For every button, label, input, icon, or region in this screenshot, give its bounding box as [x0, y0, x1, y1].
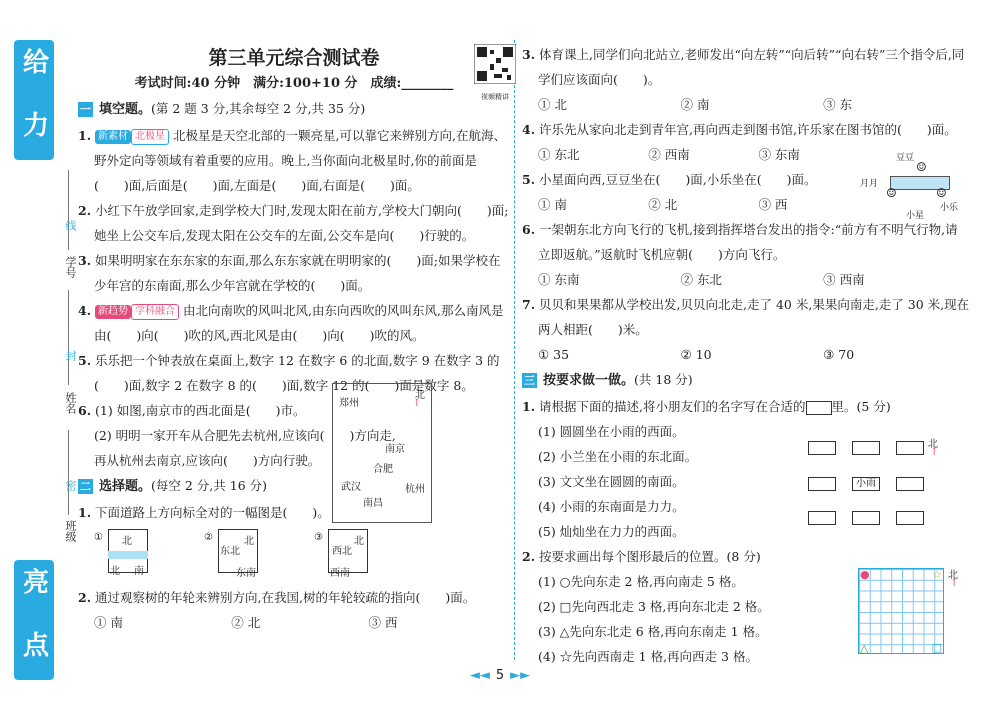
option[interactable]: ① 北 — [538, 97, 567, 112]
person-icon: ☺ — [916, 160, 927, 174]
option-sign-1[interactable]: ① 北 北 南 — [94, 529, 146, 581]
question-text: 乐乐把一个钟表放在桌面上,数字 12 在数字 6 的北面,数字 9 在数字 3 的( )面,数字 2 在数字 8 的( )面,数字 12 的( )面是数字 8。 — [94, 353, 500, 393]
seating-descriptions: (1) 圆圆坐在小雨的西面。 (2) 小兰坐在小雨的东北面。 (3) 文文坐在圆圆的南面。 (4) 小雨的东南面是力力。 (5) 灿灿坐在力力的西面。 — [538, 424, 698, 539]
north-arrow-icon: ↑ — [930, 447, 939, 458]
city-label: 合肥 — [373, 464, 393, 475]
star-shape-icon: ☆ — [932, 568, 942, 581]
question-2: 2. 小红下午放学回家,走到学校大门时,发现太阳在前方,学校大门朝向( )面;她坐上公交车后,发现太阳在公交车的左面,公交车是向( )行驶的。 — [78, 203, 509, 243]
field-name: 姓名 — [64, 392, 77, 414]
choice-question-1: 1. 下面道路上方向标全对的一幅图是( )。 — [78, 505, 330, 520]
option[interactable]: ① 35 — [538, 347, 570, 362]
question-text: 下面道路上方向标全对的一幅图是( )。 — [95, 505, 330, 520]
option[interactable]: ① 南 — [94, 615, 123, 630]
city-label: 南昌 — [363, 498, 383, 509]
section-number: 一 — [80, 103, 91, 116]
option[interactable]: ② 西南 — [648, 147, 690, 162]
direction-sign-options — [94, 529, 510, 581]
choice-question-4: 4. 许乐先从家向北走到青年宫,再向西走到图书馆,许乐家在图书馆的( )面。 — [522, 122, 957, 137]
person-icon: ☺ — [886, 186, 897, 200]
option[interactable]: ② 北 — [648, 197, 678, 212]
option[interactable]: ① 东北 — [538, 147, 580, 162]
answer-box[interactable] — [852, 441, 880, 455]
tag-new-material: 新素材 — [95, 130, 131, 144]
question-text: 如果明明家在东东家的东面,那么东东家就在明明家的( )面;如果学校在少年宫的东南面,那么少年宫就在学校的( )面。 — [94, 253, 501, 293]
question-text: 一架朝东北方向飞行的飞机,接到指挥塔台发出的指令:“前方有不明气行物,请立即返航。”返航时飞机应朝( )方向飞行。 — [538, 222, 958, 262]
section-number: 二 — [80, 480, 91, 493]
sidebar-banner-bottom: 亮 点 — [14, 560, 54, 680]
north-label: 北 — [948, 570, 958, 581]
question-text: 由北向南吹的风叫北风,由东向西吹的风叫东风,那么南风是由( )向( )吹的风,西北风是由( )向( )吹的风。 — [94, 303, 504, 343]
north-arrow-icon: ↑ — [950, 578, 959, 589]
answer-box-sample — [806, 401, 832, 415]
north-label: 北 — [928, 439, 938, 450]
option-sign-2[interactable]: ② 北 东北 东南 — [204, 529, 256, 581]
question-5: 5. 乐乐把一个钟表放在桌面上,数字 12 在数字 6 的北面,数字 9 在数字 3 的( )面,数字 2 在数字 8 的( )面,数字 12 的( )面是数字 8。 — [78, 353, 500, 393]
answer-box[interactable] — [852, 511, 880, 525]
answer-box[interactable] — [808, 441, 836, 455]
option[interactable]: ③ 西 — [758, 197, 788, 212]
tag-interdisciplinary: 学科融合 — [131, 304, 179, 320]
choice-question-2: 2. 通过观察树的年轮来辨别方向,在我国,树的年轮较疏的指向( )面。 — [78, 590, 476, 605]
question-3: 3. 如果明明家在东东家的东面,那么东东家就在明明家的( )面;如果学校在少年宫的东南面,那么少年宫就在学校的( )面。 — [78, 253, 501, 293]
question-part-2: (2) 明明一家开车从合肥先去杭州,应该向( )方向走,再从杭州去南京,应该向( )方向行驶。 — [94, 428, 396, 468]
section-note: (每空 2 分,共 16 分) — [151, 478, 267, 493]
answer-box[interactable] — [896, 477, 924, 491]
option[interactable]: ③ 东南 — [758, 147, 800, 162]
section-number: 三 — [524, 374, 535, 387]
city-label: 南京 — [385, 444, 405, 455]
choice-question-3: 3. 体育课上,同学们向北站立,老师发出“向左转”“向后转”“向右转”三个指令后,同学们应该面向( )。 — [522, 47, 965, 87]
column-divider — [514, 40, 515, 660]
choice-question-5: 5. 小星面向西,豆豆坐在( )面,小乐坐在( )面。 — [522, 172, 817, 187]
field-student-id: 学号 — [64, 256, 77, 278]
option[interactable]: ② 10 — [680, 347, 712, 362]
sidebar-banner-top: 给 力 — [14, 40, 54, 160]
person-icon: ☺ — [936, 186, 947, 200]
qr-code[interactable] — [474, 44, 516, 101]
city-label: 杭州 — [405, 484, 425, 495]
choice-options — [522, 192, 872, 217]
option-sign-3[interactable]: ③ 北 西北 西南 — [314, 529, 366, 581]
section-practice — [522, 367, 970, 394]
question-text: 通过观察树的年轮来辨别方向,在我国,树的年轮较疏的指向( )面。 — [95, 590, 476, 605]
page-footer — [0, 668, 1000, 683]
option[interactable]: ③ 70 — [823, 347, 855, 362]
north-arrow-icon: ↑ — [412, 398, 421, 409]
practice-question-2: 2. 按要求画出每个图形最后的位置。(8 分) — [522, 549, 761, 564]
question-text: 北极星是天空北部的一颗亮星,可以靠它来辨别方向,在航海、野外定向等领域有着重要的应用。晚上,当你面向北极星时,你的前面是( )面,后面是( )面,左面是( )面,右面是( )面。 — [94, 128, 506, 193]
next-page-icon[interactable]: ►► — [510, 668, 531, 683]
qr-label: 视频精讲 — [481, 93, 509, 101]
answer-box[interactable] — [808, 477, 836, 491]
choice-options — [522, 342, 970, 367]
xiaoyu-box: 小雨 — [852, 477, 880, 491]
option[interactable]: ③ 西南 — [823, 272, 865, 287]
triangle-shape-icon: △ — [860, 642, 869, 655]
practice-question-1: 1. 请根据下面的描述,将小朋友们的名字写在合适的 里。(5 分) — [522, 399, 891, 414]
qr-code-icon — [474, 44, 516, 84]
binding-mark: 封 — [64, 350, 77, 361]
choice-options — [522, 142, 872, 167]
question-1: 1. 新素材 北极星 北极星是天空北部的一颗亮星,可以靠它来辨别方向,在航海、野外定向等领域有着重要的应用。晚上,当你面向北极星时,你的前面是( )面,后面是( )面,左面是( )面,右面是( )面。 — [78, 128, 506, 193]
city-label: 武汉 — [341, 482, 361, 493]
question-6: 6. (1) 如图,南京市的西北面是( )市。 (2) 明明一家开车从合肥先去杭州,应该向( )方向走,再从杭州去南京,应该向( )方向行驶。 — [78, 398, 403, 473]
choice-options — [522, 92, 970, 117]
choice-options — [78, 610, 510, 635]
left-column — [78, 42, 510, 635]
section-note: (第 2 题 3 分,其余每空 2 分,共 35 分) — [151, 101, 366, 116]
tag-topic: 北极星 — [131, 129, 169, 145]
binding-area — [58, 170, 78, 560]
question-text: 小星面向西,豆豆坐在( )面,小乐坐在( )面。 — [539, 172, 817, 187]
circle-shape-icon: ● — [860, 568, 870, 581]
option[interactable]: ③ 西 — [368, 615, 398, 630]
option[interactable]: ② 北 — [231, 615, 261, 630]
choice-question-6: 6. 一架朝东北方向飞行的飞机,接到指挥塔台发出的指令:“前方有不明气行物,请立即返航。”返航时飞机应朝( )方向飞行。 — [522, 222, 958, 262]
section-fill-blank — [78, 96, 510, 123]
answer-box[interactable] — [896, 441, 924, 455]
page-title: 第三单元综合测试卷 — [208, 47, 380, 69]
choice-options — [522, 267, 970, 292]
question-text: 贝贝和果果都从学校出发,贝贝向北走,走了 40 米,果果向南走,走了 30 米,现在两人相距( )米。 — [538, 297, 970, 337]
section-title: 选择题。 — [99, 479, 152, 494]
option[interactable]: ① 南 — [538, 197, 567, 212]
choice-question-7: 7. 贝贝和果果都从学校出发,贝贝向北走,走了 40 米,果果向南走,走了 30 米,现在两人相距( )米。 — [522, 297, 970, 337]
option[interactable]: ① 东南 — [538, 272, 580, 287]
section-note: (共 18 分) — [634, 372, 693, 387]
question-4: 4. 新趋势 学科融合 由北向南吹的风叫北风,由东向西吹的风叫东风,那么南风是由( )向( )吹的风,西北风是由( )向( )吹的风。 — [78, 303, 504, 343]
question-part-1: (1) 如图,南京市的西北面是( )市。 — [95, 403, 306, 418]
question-text: 许乐先从家向北走到青年宫,再向西走到图书馆,许乐家在图书馆的( )面。 — [539, 122, 957, 137]
north-label: 北 — [415, 390, 425, 401]
answer-box[interactable] — [808, 511, 836, 525]
answer-box[interactable] — [896, 511, 924, 525]
shape-grid[interactable] — [858, 568, 944, 654]
section-title: 按要求做一做。 — [543, 373, 635, 388]
tag-new-trend: 新趋势 — [95, 305, 131, 319]
question-text: 小红下午放学回家,走到学校大门时,发现太阳在前方,学校大门朝向( )面;她坐上公交车后,发现太阳在公交车的左面,公交车是向( )行驶的。 — [94, 203, 509, 243]
binding-mark: 密 — [64, 480, 77, 491]
city-map — [332, 383, 432, 523]
binding-mark: 线 — [64, 220, 77, 231]
exam-info: 考试时间:40 分钟 满分:100+10 分 成绩:________ — [134, 76, 454, 91]
section-choice — [78, 473, 510, 500]
seating-illustration: 豆豆 月月 小星 小乐 ☺ ☺ ☺ — [860, 153, 959, 221]
prev-page-icon[interactable]: ◄◄ — [469, 668, 490, 683]
page-number: 5 — [495, 668, 505, 683]
city-label: 郑州 — [339, 398, 359, 409]
field-class: 班级 — [64, 520, 77, 542]
section-title: 填空题。 — [99, 102, 152, 117]
shape-move-instructions: (1) ○先向东走 2 格,再向南走 5 格。 (2) □先向西北走 3 格,再向东北走 2 格。 (3) △先向东北走 6 格,再向东南走 1 格。 (4) ☆先向西南走 1 格,再向西走 3 格。 — [538, 574, 770, 664]
option[interactable]: ③ 东 — [823, 97, 853, 112]
option[interactable]: ② 南 — [680, 97, 710, 112]
option[interactable]: ② 东北 — [680, 272, 723, 287]
question-text: 体育课上,同学们向北站立,老师发出“向左转”“向后转”“向右转”三个指令后,同学们应该面向( )。 — [538, 47, 965, 87]
square-shape-icon: □ — [931, 641, 942, 654]
